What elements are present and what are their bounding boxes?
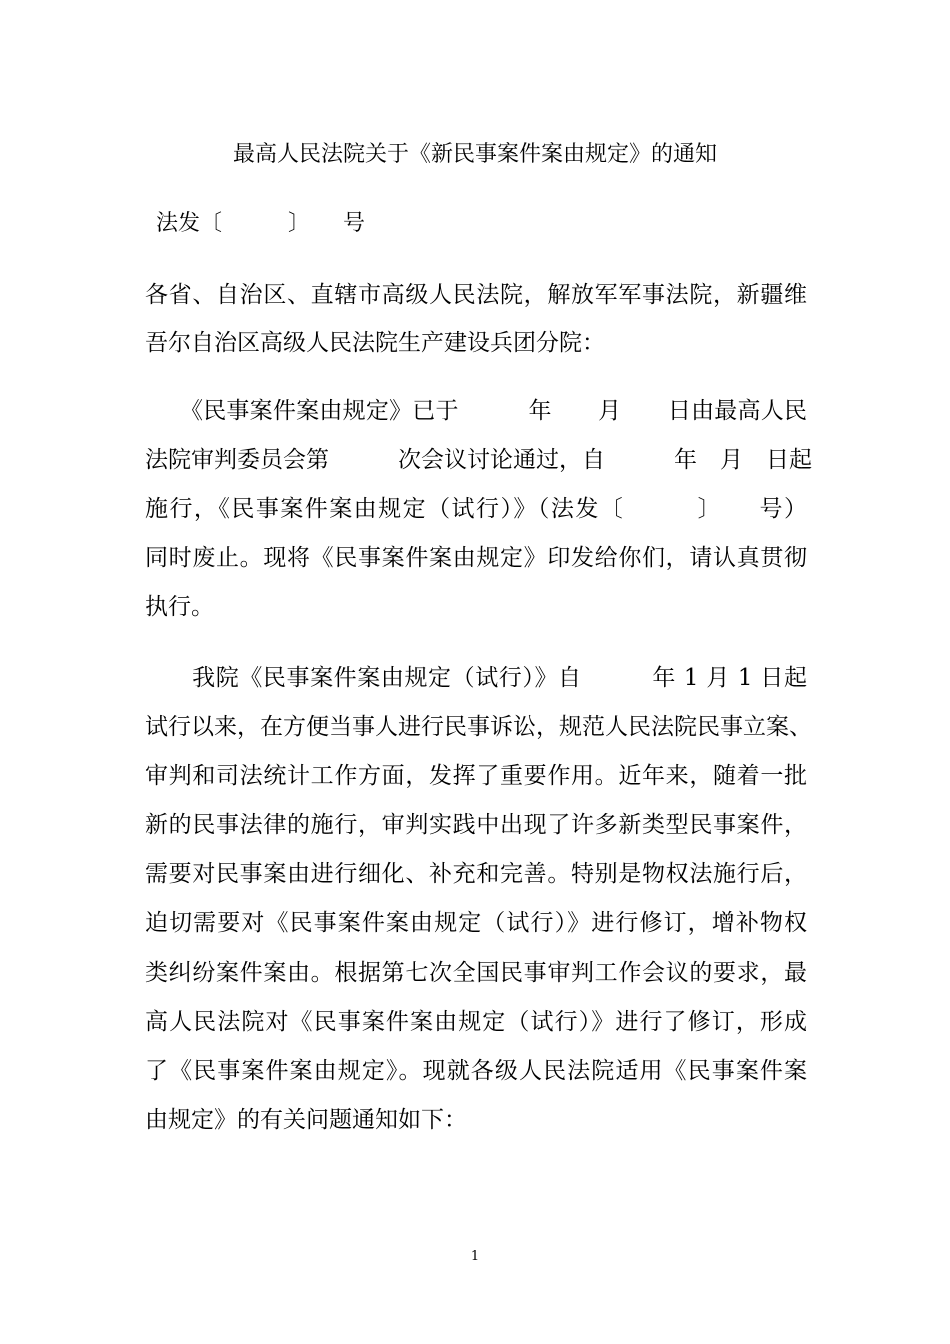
paragraph-line: 类纠纷案件案由。根据第七次全国民事审判工作会议的要求，最 <box>145 960 807 986</box>
paragraph-line: 了《民事案件案由规定》。现就各级人民法院适用《民事案件案 <box>145 1058 807 1084</box>
addressee-line: 吾尔自治区高级人民法院生产建设兵团分院： <box>145 330 605 356</box>
paragraph-line: 审判和司法统计工作方面，发挥了重要作用。近年来，随着一批 <box>145 763 807 789</box>
document-number: 法发〔 〕 号 <box>156 211 366 236</box>
addressee-line: 各省、自治区、直辖市高级人民法院，解放军军事法院，新疆维 <box>145 282 807 308</box>
paragraph-line: 高人民法院对《民事案件案由规定（试行）》进行了修订，形成 <box>145 1009 807 1035</box>
paragraph-line: 施行，《民事案件案由规定（试行）》（法发〔 〕 号） <box>145 496 807 522</box>
paragraph-line: 执行。 <box>145 594 214 620</box>
paragraph-line: 法院审判委员会第 次会议讨论通过，自 年 月 日起 <box>145 447 812 473</box>
paragraph-line: 需要对民事案由进行细化、补充和完善。特别是物权法施行后， <box>145 861 807 887</box>
document-title: 最高人民法院关于《新民事案件案由规定》的通知 <box>232 142 717 167</box>
paragraph-line: 新的民事法律的施行，审判实践中出现了许多新类型民事案件， <box>145 812 807 838</box>
paragraph-line: 迫切需要对《民事案件案由规定（试行）》进行修订，增补物权 <box>145 910 807 936</box>
paragraph-line: 我院《民事案件案由规定（试行）》自 年 1 月 1 日起 <box>145 665 807 691</box>
paragraph-line: 同时废止。现将《民事案件案由规定》印发给你们，请认真贯彻 <box>145 545 807 571</box>
paragraph-line: 试行以来，在方便当事人进行民事诉讼，规范人民法院民事立案、 <box>145 714 812 740</box>
page-number: 1 <box>470 1249 480 1264</box>
paragraph-line: 《民事案件案由规定》已于 年 月 日由最高人民 <box>145 398 807 424</box>
paragraph-line: 由规定》的有关问题通知如下： <box>145 1107 467 1133</box>
